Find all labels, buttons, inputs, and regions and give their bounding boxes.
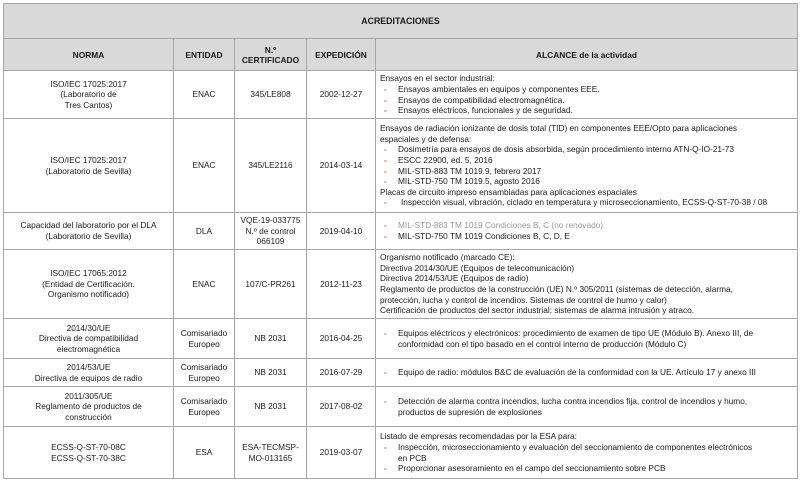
norma-line: ECSS-Q-ST-70-38C: [51, 452, 126, 463]
expedicion-cell: 2002-12-27: [307, 71, 376, 119]
scope-bullet-item: - ESCC 22900, ed. 5, 2016: [380, 155, 793, 166]
entidad-line: Comisariado: [180, 361, 228, 372]
entidad-cell: [174, 250, 235, 319]
certificado-cell: [235, 213, 307, 250]
alcance-cell: [376, 427, 798, 479]
scope-line: Organismo notificado (marcado CE):: [380, 252, 515, 263]
scope-bullet-item: - Ensayos de compatibilidad electromagnética.: [380, 95, 793, 106]
table-row: [4, 250, 798, 319]
norma-cell: [4, 427, 174, 479]
certificado-line: 066109: [256, 236, 285, 247]
table-row: [4, 213, 798, 250]
scope-bullet-item: - Inspección visual, vibración, ciclado en temperatura y microseccionamiento, ECSS-Q-ST-70-38 / 08: [380, 197, 793, 208]
table-row: [4, 359, 798, 387]
entidad-line: Europeo: [188, 406, 220, 417]
alcance-cell: [376, 71, 798, 119]
norma-line: Directiva de compatibilidad: [38, 333, 139, 344]
table-row: [4, 119, 798, 213]
scope-bullet-item: - Ensayos ambientales en equipos y componentes EEE.: [380, 84, 793, 95]
scope-line: Ensayos en el sector industrial:: [380, 73, 495, 84]
norma-line: Directiva de equipos de radio: [34, 372, 143, 383]
norma-line: (Laboratorio de: [60, 89, 117, 100]
norma-line: Organismo notificado): [47, 289, 130, 300]
certificado-line: NB 2031: [254, 401, 287, 412]
certificado-cell: [235, 119, 307, 213]
norma-line: construcción: [65, 411, 112, 422]
table-title: ACREDITACIONES: [4, 4, 798, 39]
certificado-cell: [235, 250, 307, 319]
certificado-cell: [235, 319, 307, 359]
norma-line: Capacidad del laboratorio por el DLA: [20, 220, 157, 231]
norma-line: (Laboratorio de Sevilla): [45, 165, 132, 176]
alcance-cell: [376, 359, 798, 387]
entidad-line: DLA: [195, 225, 213, 236]
table-row: [4, 427, 798, 479]
table-row: [4, 319, 798, 359]
scope-bullet-item: - Equipo de radio: módulos B&C de evaluación de la conformidad con la UE. Artículo 17 y anexo III: [380, 367, 793, 378]
certificado-line: N.º de control: [245, 225, 296, 236]
norma-line: Reglamento de productos de: [35, 401, 142, 412]
header-entidad: ENTIDAD: [174, 39, 235, 71]
norma-line: 2014/30/UE: [66, 322, 111, 333]
entidad-line: Comisariado: [180, 327, 228, 338]
norma-line: (Entidad de Certificación.: [42, 278, 135, 289]
norma-cell: [4, 71, 174, 119]
alcance-cell: [376, 250, 798, 319]
header-certificado: [235, 39, 307, 71]
certificado-line: NB 2031: [254, 367, 287, 378]
expedicion-cell: 2019-04-10: [307, 213, 376, 250]
table-row: [4, 387, 798, 427]
entidad-cell: [174, 213, 235, 250]
entidad-line: Europeo: [188, 338, 220, 349]
norma-line: ISO/IEC 17025:2017: [50, 78, 127, 89]
norma-cell: [4, 359, 174, 387]
scope-bullet-item: - MIL-STD-750 TM 1019.5, agosto 2016: [380, 176, 793, 187]
scope-line: Reglamento de productos de la construcción (UE) N.º 305/2011 (sistemas de detección, alarma,: [380, 284, 733, 294]
norma-line: ISO/IEC 17065:2012: [50, 268, 127, 279]
norma-line: 2014/53/UE: [66, 361, 111, 372]
certificado-line: VQE-19-033775: [240, 215, 301, 226]
scope-bullet-item: - Dosimetría para ensayos de dosis absorbida, según procedimiento interno ATN-Q-IO-21-73: [380, 144, 793, 155]
scope-line: Placas de circuito impreso ensambladas para aplicaciones espaciales: [380, 186, 637, 197]
scope-bullet-item: - Inspección, microseccionamiento y evaluación del seccionamiento de componentes electrónicos: [380, 442, 793, 453]
norma-cell: [4, 213, 174, 250]
scope-bullet-item: - Detección de alarma contra incendios, lucha contra incendios fija, control de incendios y humo,: [380, 396, 793, 407]
norma-line: 2011/305/UE: [64, 390, 113, 401]
scope-line: Directiva 2014/30/UE (Equipos de telecomunicación): [380, 262, 575, 273]
entidad-cell: [174, 119, 235, 213]
accreditations-table: [3, 3, 798, 479]
table-body: [4, 71, 798, 479]
alcance-cell: [376, 319, 798, 359]
scope-line: Ensayos de radiación ionizante de dosis total (TID) en componentes EEE/Opto para aplicaciones: [380, 123, 737, 134]
entidad-cell: [174, 71, 235, 119]
scope-bullet-item: - Ensayos eléctricos, funcionales y de seguridad.: [380, 105, 793, 116]
expedicion-cell: 2012-11-23: [307, 250, 376, 319]
certificado-cell: [235, 71, 307, 119]
scope-bullet-item: - Proporcionar asesoramiento en el campo del seccionamiento sobre PCB: [380, 463, 793, 474]
scope-line: Directiva 2014/53/UE (Equipos de radio): [380, 273, 529, 284]
scope-line: Certificación de productos del sector industrial: sistemas de alarma intrusión y atraco.: [380, 305, 695, 316]
header-certificado-line2: CERTIFICADO: [241, 54, 300, 65]
certificado-line: 345/LE808: [250, 89, 291, 100]
scope-continuation: productos de supresión de explosiones: [398, 406, 542, 417]
norma-line: Tres Cantos): [64, 99, 113, 110]
norma-cell: [4, 387, 174, 427]
scope-bullet-item: - Equipos eléctricos y electrónicos: procedimiento de examen de tipo UE (Módulo B). Anexo III, de: [380, 328, 793, 339]
scope-bullet-item: - MIL-STD-883 TM 1019.9, febrero 2017: [380, 166, 793, 177]
certificado-line: MO-013165: [248, 452, 293, 463]
entidad-line: ENAC: [192, 278, 216, 289]
expedicion-cell: 2019-03-07: [307, 427, 376, 479]
scope-continuation: conformidad con el tipo basado en el control interno de producción (Módulo C): [398, 338, 687, 349]
norma-cell: [4, 250, 174, 319]
certificado-line: NB 2031: [254, 333, 287, 344]
scope-line: espaciales y de defensa:: [380, 133, 472, 144]
certificado-line: 345/LE2116: [248, 160, 293, 171]
entidad-cell: [174, 427, 235, 479]
scope-line: protección, lucha y control de incendios. Sistemas de control de humo y calor): [380, 294, 667, 305]
header-alcance: ALCANCE de la actividad: [376, 39, 798, 71]
title-row: [4, 4, 798, 39]
table-row: [4, 71, 798, 119]
certificado-cell: [235, 387, 307, 427]
header-norma: NORMA: [4, 39, 174, 71]
norma-line: electromagnética: [56, 343, 121, 354]
expedicion-cell: 2016-07-29: [307, 359, 376, 387]
entidad-cell: [174, 387, 235, 427]
header-certificado-line1: N.º: [264, 44, 277, 55]
expedicion-cell: 2014-03-14: [307, 119, 376, 213]
entidad-line: ENAC: [192, 89, 216, 100]
entidad-line: ESA: [195, 447, 213, 458]
entidad-line: Europeo: [188, 372, 220, 383]
norma-line: ECSS-Q-ST-70-08C: [51, 441, 126, 452]
alcance-cell: [376, 387, 798, 427]
certificado-cell: [235, 427, 307, 479]
norma-line: ISO/IEC 17025:2017: [50, 154, 127, 165]
scope-continuation: en PCB: [398, 452, 427, 463]
certificado-line: ESA-TECMSP-: [242, 441, 299, 452]
expedicion-cell: 2016-04-25: [307, 319, 376, 359]
scope-line: Listado de empresas recomendadas por la ESA para:: [380, 431, 577, 442]
scope-bullet-item: - MIL-STD-883 TM 1019 Condiciones B, C (no renovado): [380, 220, 793, 231]
header-row: [4, 39, 798, 71]
norma-cell: [4, 319, 174, 359]
entidad-cell: [174, 359, 235, 387]
norma-cell: [4, 119, 174, 213]
expedicion-cell: 2017-08-02: [307, 387, 376, 427]
scope-bullet-item: - MIL-STD-750 TM 1019 Condiciones B, C, D, E: [380, 231, 793, 242]
entidad-cell: [174, 319, 235, 359]
certificado-line: 107/C-PR261: [245, 278, 296, 289]
entidad-line: Comisariado: [180, 395, 228, 406]
certificado-cell: [235, 359, 307, 387]
header-expedicion: EXPEDICIÓN: [307, 39, 376, 71]
entidad-line: ENAC: [192, 160, 216, 171]
alcance-cell: [376, 119, 798, 213]
alcance-cell: [376, 213, 798, 250]
norma-line: (Laboratorio de Sevilla): [45, 231, 132, 241]
